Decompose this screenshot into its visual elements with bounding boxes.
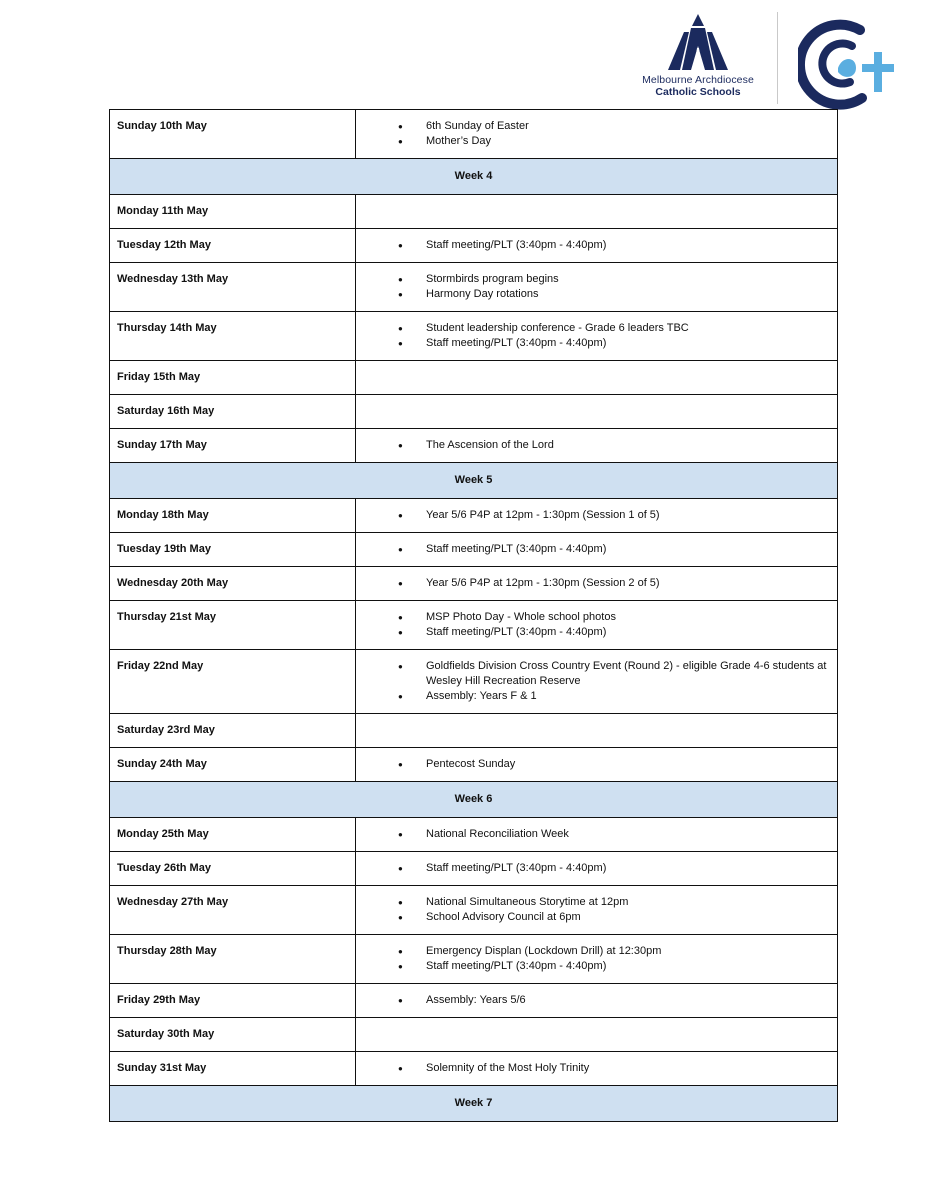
event-item: ● Assembly: Years F & 1 xyxy=(398,689,830,704)
day-label: Sunday 17th May xyxy=(110,429,356,463)
page-header xyxy=(0,8,927,108)
event-list xyxy=(363,238,830,253)
event-item: ● Harmony Day rotations xyxy=(398,287,830,302)
event-list xyxy=(363,659,830,704)
day-row xyxy=(110,1052,838,1086)
day-row xyxy=(110,533,838,567)
day-row xyxy=(110,852,838,886)
event-list xyxy=(363,272,830,302)
event-item: ● Goldfields Division Cross Country Event (Round 2) - eligible Grade 4-6 students at Wesley Hill Recreation Reserve xyxy=(398,659,830,689)
event-item: ● Mother’s Day xyxy=(398,134,830,149)
day-label: Wednesday 13th May xyxy=(110,263,356,312)
day-row xyxy=(110,984,838,1018)
events-cell xyxy=(356,650,838,714)
event-list xyxy=(363,944,830,974)
calendar-body xyxy=(110,110,838,1122)
event-item: ● Staff meeting/PLT (3:40pm - 4:40pm) xyxy=(398,959,830,974)
day-label: Wednesday 20th May xyxy=(110,567,356,601)
day-row xyxy=(110,499,838,533)
term-calendar-table xyxy=(109,109,838,1122)
events-cell xyxy=(356,886,838,935)
week-header-row xyxy=(110,463,838,499)
event-list xyxy=(363,508,830,523)
events-cell xyxy=(356,567,838,601)
event-item: ● Year 5/6 P4P at 12pm - 1:30pm (Session 2 of 5) xyxy=(398,576,830,591)
day-row xyxy=(110,263,838,312)
events-cell xyxy=(356,852,838,886)
day-label: Monday 25th May xyxy=(110,818,356,852)
events-cell xyxy=(356,395,838,429)
events-cell xyxy=(356,984,838,1018)
day-row xyxy=(110,650,838,714)
day-label: Friday 22nd May xyxy=(110,650,356,714)
event-item: ● Assembly: Years 5/6 xyxy=(398,993,830,1008)
events-cell xyxy=(356,229,838,263)
event-list xyxy=(363,542,830,557)
day-row xyxy=(110,312,838,361)
day-row xyxy=(110,567,838,601)
day-label: Saturday 30th May xyxy=(110,1018,356,1052)
macs-emblem-icon xyxy=(660,12,736,74)
events-cell xyxy=(356,499,838,533)
event-list xyxy=(363,438,830,453)
event-item: ● Pentecost Sunday xyxy=(398,757,830,772)
day-label: Thursday 21st May xyxy=(110,601,356,650)
day-row xyxy=(110,195,838,229)
event-list xyxy=(363,610,830,640)
events-cell xyxy=(356,312,838,361)
event-list xyxy=(363,861,830,876)
header-divider xyxy=(777,12,778,104)
day-label: Saturday 23rd May xyxy=(110,714,356,748)
day-label: Tuesday 12th May xyxy=(110,229,356,263)
event-list xyxy=(363,321,830,351)
day-row xyxy=(110,1018,838,1052)
day-row xyxy=(110,361,838,395)
day-label: Monday 11th May xyxy=(110,195,356,229)
event-item: ● Staff meeting/PLT (3:40pm - 4:40pm) xyxy=(398,542,830,557)
event-item: ● National Reconciliation Week xyxy=(398,827,830,842)
week-label: Week 7 xyxy=(110,1086,838,1122)
event-item: ● National Simultaneous Storytime at 12pm xyxy=(398,895,830,910)
day-row xyxy=(110,714,838,748)
event-item: ● Staff meeting/PLT (3:40pm - 4:40pm) xyxy=(398,238,830,253)
event-list xyxy=(363,1061,830,1076)
events-cell xyxy=(356,748,838,782)
event-item: ● Student leadership conference - Grade 6 leaders TBC xyxy=(398,321,830,336)
week-header-row xyxy=(110,1086,838,1122)
events-cell xyxy=(356,935,838,984)
day-row xyxy=(110,818,838,852)
org-name-line1: Melbourne Archdiocese xyxy=(642,74,754,86)
day-row xyxy=(110,886,838,935)
day-label: Wednesday 27th May xyxy=(110,886,356,935)
events-cell xyxy=(356,429,838,463)
events-cell xyxy=(356,361,838,395)
event-item: ● The Ascension of the Lord xyxy=(398,438,830,453)
day-label: Friday 15th May xyxy=(110,361,356,395)
event-item: ● MSP Photo Day - Whole school photos xyxy=(398,610,830,625)
day-label: Tuesday 19th May xyxy=(110,533,356,567)
event-item: ● Emergency Displan (Lockdown Drill) at 12:30pm xyxy=(398,944,830,959)
events-cell xyxy=(356,110,838,159)
day-label: Sunday 24th May xyxy=(110,748,356,782)
event-list xyxy=(363,827,830,842)
day-row xyxy=(110,601,838,650)
event-item: ● Staff meeting/PLT (3:40pm - 4:40pm) xyxy=(398,625,830,640)
events-cell xyxy=(356,818,838,852)
event-list xyxy=(363,119,830,149)
day-label: Sunday 31st May xyxy=(110,1052,356,1086)
week-header-row xyxy=(110,782,838,818)
week-label: Week 4 xyxy=(110,159,838,195)
day-label: Saturday 16th May xyxy=(110,395,356,429)
events-cell xyxy=(356,1018,838,1052)
day-row xyxy=(110,935,838,984)
day-label: Friday 29th May xyxy=(110,984,356,1018)
day-row xyxy=(110,748,838,782)
day-label: Monday 18th May xyxy=(110,499,356,533)
macs-wordmark xyxy=(636,74,760,98)
event-item: ● 6th Sunday of Easter xyxy=(398,119,830,134)
day-label: Thursday 14th May xyxy=(110,312,356,361)
org-name-line2: Catholic Schools xyxy=(655,86,741,98)
day-label: Thursday 28th May xyxy=(110,935,356,984)
event-list xyxy=(363,895,830,925)
day-label: Tuesday 26th May xyxy=(110,852,356,886)
events-cell xyxy=(356,601,838,650)
week-label: Week 6 xyxy=(110,782,838,818)
events-cell xyxy=(356,714,838,748)
macs-logo xyxy=(636,12,760,108)
day-row xyxy=(110,429,838,463)
event-item: ● Stormbirds program begins xyxy=(398,272,830,287)
event-item: ● Staff meeting/PLT (3:40pm - 4:40pm) xyxy=(398,336,830,351)
events-cell xyxy=(356,195,838,229)
event-list xyxy=(363,757,830,772)
day-row xyxy=(110,395,838,429)
event-item: ● School Advisory Council at 6pm xyxy=(398,910,830,925)
event-item: ● Solemnity of the Most Holy Trinity xyxy=(398,1061,830,1076)
day-row xyxy=(110,229,838,263)
school-cross-emblem-icon xyxy=(798,16,902,112)
event-list xyxy=(363,993,830,1008)
week-header-row xyxy=(110,159,838,195)
events-cell xyxy=(356,1052,838,1086)
events-cell xyxy=(356,533,838,567)
event-item: ● Staff meeting/PLT (3:40pm - 4:40pm) xyxy=(398,861,830,876)
day-label: Sunday 10th May xyxy=(110,110,356,159)
event-list xyxy=(363,576,830,591)
events-cell xyxy=(356,263,838,312)
week-label: Week 5 xyxy=(110,463,838,499)
day-row xyxy=(110,110,838,159)
event-item: ● Year 5/6 P4P at 12pm - 1:30pm (Session 1 of 5) xyxy=(398,508,830,523)
